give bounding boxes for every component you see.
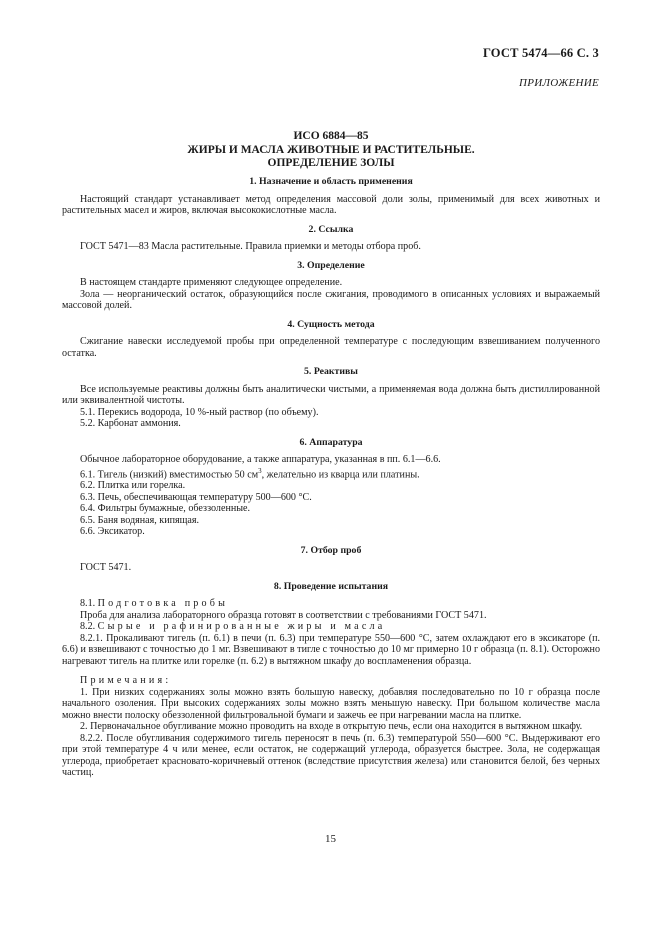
list-item-text: , желательно из кварца или платины.	[261, 468, 420, 480]
title-line-3: ОПРЕДЕЛЕНИЕ ЗОЛЫ	[267, 157, 395, 169]
section-heading: 7. Отбор проб	[300, 544, 362, 556]
list-item: 6.6. Эксикатор.	[80, 526, 145, 538]
subsection-title: Сырые и рафинированные жиры и масла	[97, 621, 386, 633]
note: 1. При низких содержаниях золы можно взять большую навеску, добавляя последовательно по 10 г образца после начального озоления. При высоких содержаниях золы можно взять меньшую навеску. При большом количестве масла можно внести полоску обеззоленной фильтровальной бумаги и зажечь ее при нагревании масла на плитке.	[62, 686, 600, 721]
paragraph: Настоящий стандарт устанавливает метод определения массовой доли золы, применимый для всех животных и растительных масел и жиров, включая высококислотные масла.	[62, 193, 600, 216]
superscript: 3	[258, 466, 262, 475]
subsection-title: Подготовка пробы	[97, 598, 229, 610]
paragraph: Все используемые реактивы должны быть аналитически чистыми, а применяемая вода должна быть дистиллированной или эквивалентной чистоты.	[62, 383, 600, 406]
title-line-2: ЖИРЫ И МАСЛА ЖИВОТНЫЕ И РАСТИТЕЛЬНЫЕ.	[187, 143, 475, 156]
note: 2. Первоначальное обугливание можно проводить на входе в открытую печь, если она находится в вытяжном шкафу.	[80, 721, 583, 733]
paragraph: Сжигание навески исследуемой пробы при определенной температуре с последующим взвешиванием полученного остатка.	[62, 336, 600, 359]
subsection-heading	[62, 621, 600, 633]
list-item: 5.2. Карбонат аммония.	[80, 418, 181, 429]
subsection-heading	[62, 598, 600, 610]
list-item: 6.4. Фильтры бумажные, обеззоленные.	[80, 503, 251, 515]
paragraph: ГОСТ 5471.	[80, 562, 132, 574]
section-heading: 5. Реактивы	[304, 366, 358, 377]
section-heading: 2. Ссылка	[308, 223, 354, 235]
paragraph: В настоящем стандарте применяют следующее определение.	[80, 277, 343, 288]
page-number: 15	[325, 833, 336, 845]
list-item: 6.5. Баня водяная, кипящая.	[80, 514, 200, 526]
paragraph: Обычное лабораторное оборудование, а также аппаратура, указанная в пп. 6.1—6.6.	[80, 454, 441, 465]
section-heading: 1. Назначение и область применения	[249, 176, 413, 187]
appendix-label: ПРИЛОЖЕНИЕ	[519, 77, 599, 89]
section-heading: 8. Проведение испытания	[273, 580, 389, 592]
document-title	[62, 130, 600, 171]
list-item-text: 6.1. Тигель (низкий) вместимостью 50 см	[80, 468, 259, 480]
paragraph: ГОСТ 5471—83 Масла растительные. Правила приемки и методы отбора проб.	[80, 241, 421, 252]
section-heading: 6. Аппаратура	[299, 436, 363, 448]
document-body	[62, 176, 600, 779]
subsection-number: 8.1.	[80, 598, 96, 610]
notes-title: Примечания:	[80, 675, 172, 687]
title-line-1: ИСО 6884—85	[293, 130, 369, 142]
subsection-number: 8.2.	[80, 621, 96, 633]
paragraph: Проба для анализа лабораторного образца готовят в соответствии с требованиями ГОСТ 5471.	[80, 609, 487, 621]
list-item: 5.1. Перекись водорода, 10 %-ный раствор (по объему).	[80, 406, 319, 418]
paragraph: Зола — неорганический остаток, образующийся после сжигания, проводимого в описанных условиях и выражаемый массовой долей.	[62, 288, 600, 311]
list-item: 6.2. Плитка или горелка.	[80, 480, 186, 492]
list-item	[62, 466, 600, 481]
section-heading: 3. Определение	[297, 259, 365, 271]
paragraph: 8.2.1. Прокаливают тигель (п. 6.1) в печи (п. 6.3) при температуре 550—600 °С, затем охлаждают его в эксикаторе (п. 6.6) и взвешивают с точностью до 1 мг. Взвешивают в тигле с точностью до 10 мг примерно 10 г образца (п. 8.1). Осторожно нагревают тигель на плитке или горелке (п. 6.2) в вытяжном шкафу до воспламенения образца.	[62, 632, 600, 667]
list-item: 6.3. Печь, обеспечивающая температуру 500—600 °С.	[80, 491, 312, 503]
section-heading: 4. Сущность метода	[287, 318, 375, 330]
paragraph: 8.2.2. После обугливания содержимого тигель переносят в печь (п. 6.3) температурой 550—600 °С. Выдерживают его при этой температуре 4 ч или менее, если остаток, не содержащий углерода, образуется быстрее. Зола, не содержащая углерода, приобретает красновато-коричневый оттенок (вследствие присутствия железа) или становится белой, без черных частиц.	[62, 732, 600, 779]
standard-header: ГОСТ 5474—66 С. 3	[482, 46, 599, 60]
